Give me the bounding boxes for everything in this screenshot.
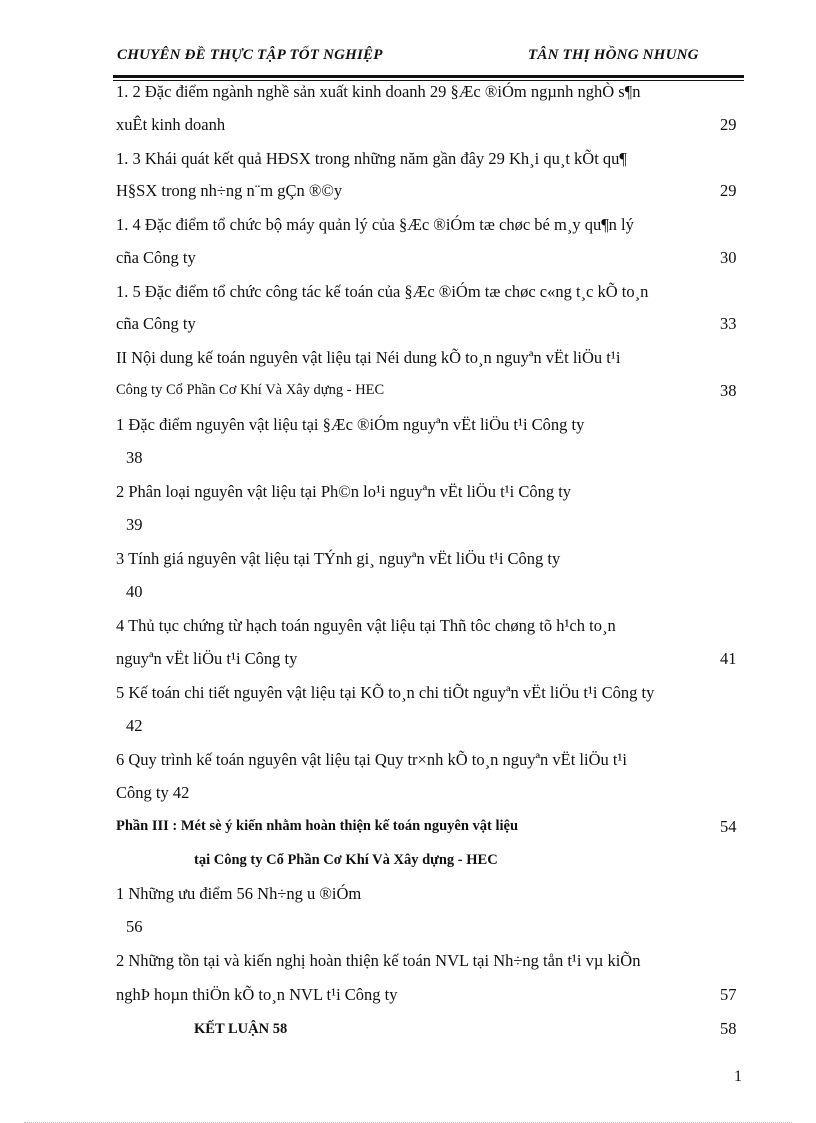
toc-page-number: 41 bbox=[720, 649, 737, 668]
toc-page-number: 56 bbox=[126, 917, 143, 936]
toc-line: nghÞ hoµn thiÖn kÕ to¸n NVL t¹i Công ty bbox=[116, 985, 398, 1004]
toc-page-number: 54 bbox=[720, 817, 737, 836]
toc-line: 1 Những ưu điểm 56 Nh÷ng u ®iÓm bbox=[116, 884, 362, 903]
toc-line: 6 Quy trình kế toán nguyên vật liệu tại Quy tr×nh kÕ to¸n nguyªn vËt liÖu t¹i bbox=[116, 750, 627, 769]
toc-page-number: 40 bbox=[126, 582, 143, 601]
toc-section-heading: Phần III : Mét sè ý kiến nhằm hoàn thiện kế toán nguyên vật liệu bbox=[116, 818, 519, 834]
toc-line: nguyªn vËt liÖu t¹i Công ty bbox=[116, 649, 298, 668]
header-rule-thin bbox=[113, 80, 744, 81]
toc-line: 1. 5 Đặc điểm tổ chức công tác kế toán của §Æc ®iÓm tæ chøc c«ng t¸c kÕ to¸n bbox=[116, 282, 649, 301]
header-rule-thick bbox=[113, 75, 744, 78]
toc-line: 3 Tính giá nguyên vật liệu tại TÝnh gi¸ nguyªn vËt liÖu t¹i Công ty bbox=[116, 549, 561, 568]
toc-page-number: 29 bbox=[720, 181, 737, 200]
toc-page-number: 38 bbox=[126, 448, 143, 467]
toc-page-number: 33 bbox=[720, 314, 737, 333]
toc-page-number: 38 bbox=[720, 381, 737, 400]
toc-line: H§SX trong nh÷ng n¨m gÇn ®©y bbox=[116, 181, 343, 200]
toc-line: Công ty Cổ Phần Cơ Khí Và Xây dựng - HEC bbox=[116, 382, 385, 398]
toc-line: cña Công ty bbox=[116, 248, 196, 267]
toc-page-number: 39 bbox=[126, 515, 143, 534]
toc-line: cña Công ty bbox=[116, 314, 196, 333]
toc-line: 1. 3 Khái quát kết quả HĐSX trong những năm gần đây 29 Kh¸i qu¸t kÕt qu¶ bbox=[116, 149, 627, 168]
toc-line: xuÊt kinh doanh bbox=[116, 115, 226, 134]
toc-page-number: 58 bbox=[720, 1019, 737, 1038]
toc-line: 5 Kế toán chi tiết nguyên vật liệu tại KÕ to¸n chi tiÕt nguyªn vËt liÖu t¹i Công ty bbox=[116, 683, 655, 702]
toc-line: 1 Đặc điểm nguyên vật liệu tại §Æc ®iÓm nguyªn vËt liÖu t¹i Công ty bbox=[116, 415, 585, 434]
toc-page-number: 30 bbox=[720, 248, 737, 267]
toc-line: 2 Những tồn tại và kiến nghị hoàn thiện kế toán NVL tại Nh÷ng tån t¹i vµ kiÕn bbox=[116, 951, 641, 970]
header-left-title: CHUYÊN ĐỀ THỰC TẬP TỐT NGHIỆP bbox=[117, 47, 383, 63]
toc-line: 2 Phân loại nguyên vật liệu tại Ph©n lo¹i nguyªn vËt liÖu t¹i Công ty bbox=[116, 482, 572, 501]
toc-page-number: 29 bbox=[720, 115, 737, 134]
toc-line: 1. 2 Đặc điểm ngành nghề sản xuất kinh doanh 29 §Æc ®iÓm ngµnh nghÒ s¶n bbox=[116, 82, 641, 101]
toc-line: Công ty 42 bbox=[116, 783, 190, 802]
page-number: 1 bbox=[734, 1068, 742, 1085]
header-author-name: TÂN THỊ HỒNG NHUNG bbox=[528, 47, 699, 63]
toc-line: II Nội dung kế toán nguyên vật liệu tại Néi dung kÕ to¸n nguyªn vËt liÖu t¹i bbox=[116, 348, 621, 367]
toc-page-number: 57 bbox=[720, 985, 737, 1004]
toc-line: 4 Thủ tục chứng từ hạch toán nguyên vật liệu tại Thñ tôc chøng tõ h¹ch to¸n bbox=[116, 616, 616, 635]
toc-conclusion: KẾT LUẬN 58 bbox=[194, 1021, 288, 1037]
toc-line: 1. 4 Đặc điểm tổ chức bộ máy quản lý của §Æc ®iÓm tæ chøc bé m¸y qu¶n lý bbox=[116, 215, 634, 234]
toc-page-number: 42 bbox=[126, 716, 143, 735]
toc-section-heading: tại Công ty Cổ Phần Cơ Khí Và Xây dựng - HEC bbox=[194, 852, 498, 868]
